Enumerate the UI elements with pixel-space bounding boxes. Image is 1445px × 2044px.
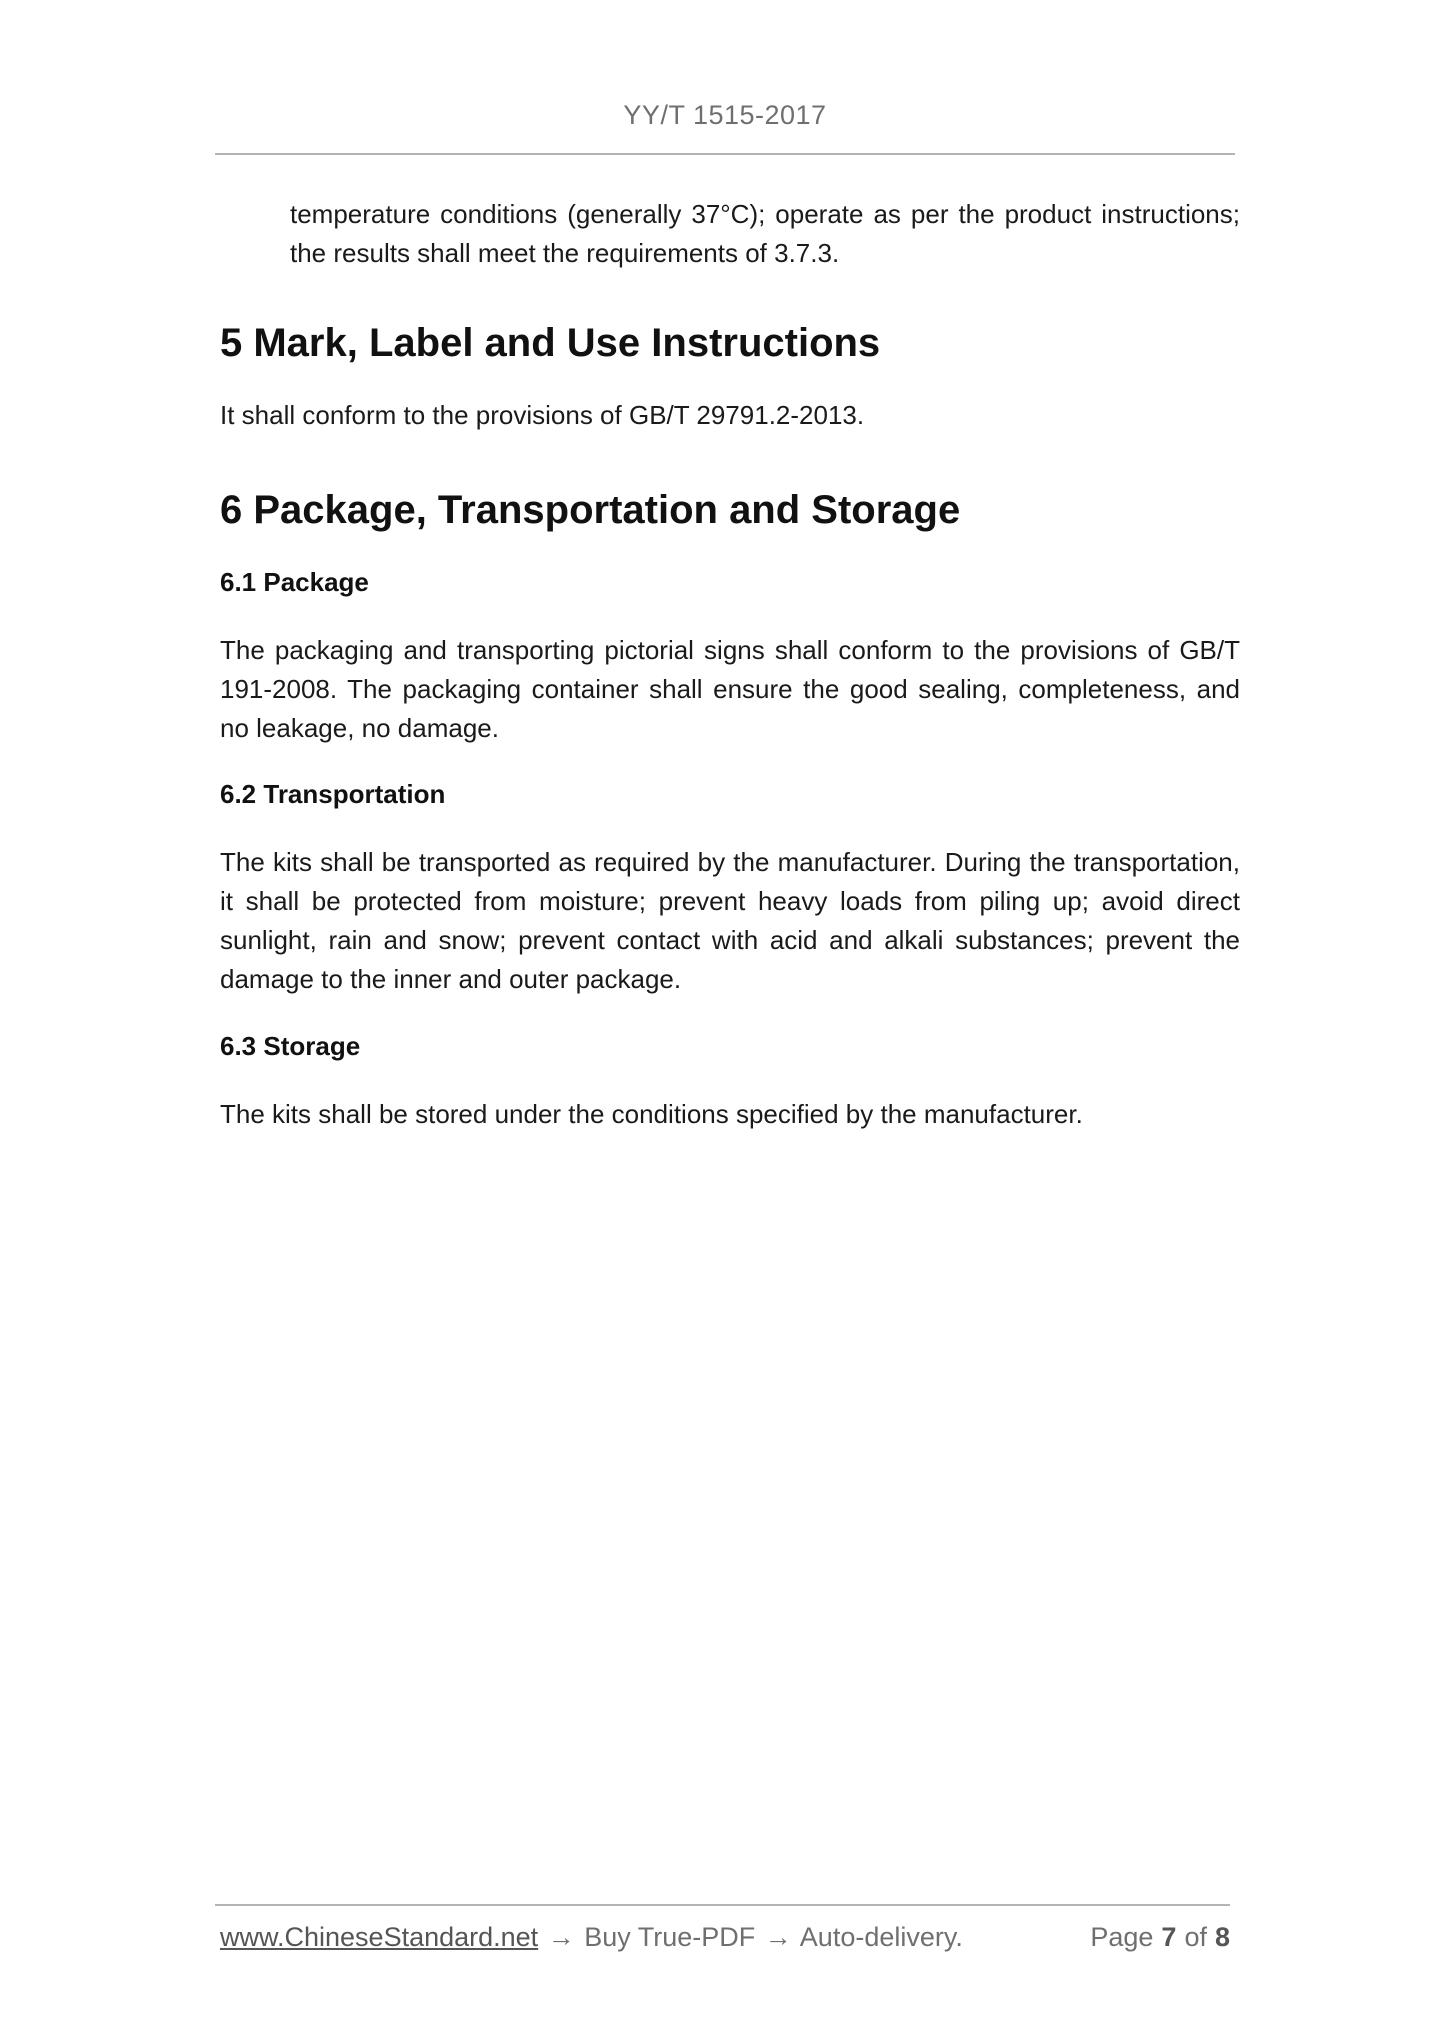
subsection-6-2-heading: 6.2 Transportation	[220, 779, 446, 809]
arrow-right-icon: →	[764, 1922, 792, 1952]
page-footer	[220, 1922, 1230, 1953]
section-5-text: It shall conform to the provisions of GB/T 29791.2-2013.	[220, 400, 865, 430]
section-5-heading: 5 Mark, Label and Use Instructions	[220, 321, 881, 365]
page-number	[1090, 1922, 1230, 1953]
delivery-text: Auto-delivery.	[799, 1922, 963, 1952]
arrow-right-icon: →	[547, 1922, 575, 1952]
page-content	[220, 195, 1240, 1134]
subsection-6-2-text: The kits shall be transported as required by the manufacturer. During the transportation, it shall be protected from moisture; prevent heavy loads from piling up; avoid direct sunlight, rain and snow; prevent contact with acid and alkali substances; prevent the damage to the inner and outer package.	[220, 847, 1240, 994]
running-header	[215, 100, 1235, 131]
footer-divider	[215, 1904, 1230, 1906]
section-6-heading: 6 Package, Transportation and Storage	[220, 488, 961, 532]
header-divider	[215, 153, 1235, 155]
continued-paragraph: temperature conditions (generally 37°C); operate as per the product instructions; the results shall meet the requirements of 3.7.3.	[290, 199, 1240, 268]
page-current: 7	[1161, 1922, 1177, 1952]
page-label: Page	[1090, 1922, 1154, 1952]
website-link[interactable]: www.ChineseStandard.net	[220, 1922, 539, 1952]
document-code: YY/T 1515-2017	[623, 100, 827, 130]
subsection-6-3-heading: 6.3 Storage	[220, 1031, 361, 1061]
buy-text: Buy True-PDF	[584, 1922, 756, 1952]
subsection-6-3-text: The kits shall be stored under the conditions specified by the manufacturer.	[220, 1099, 1083, 1129]
page-total: 8	[1214, 1922, 1230, 1952]
subsection-6-1-text: The packaging and transporting pictorial signs shall conform to the provisions of GB/T 191-2008. The packaging container shall ensure the good sealing, completeness, and no leakage, no damage.	[220, 635, 1240, 743]
subsection-6-1-heading: 6.1 Package	[220, 567, 369, 597]
page-of-label: of	[1184, 1922, 1207, 1952]
